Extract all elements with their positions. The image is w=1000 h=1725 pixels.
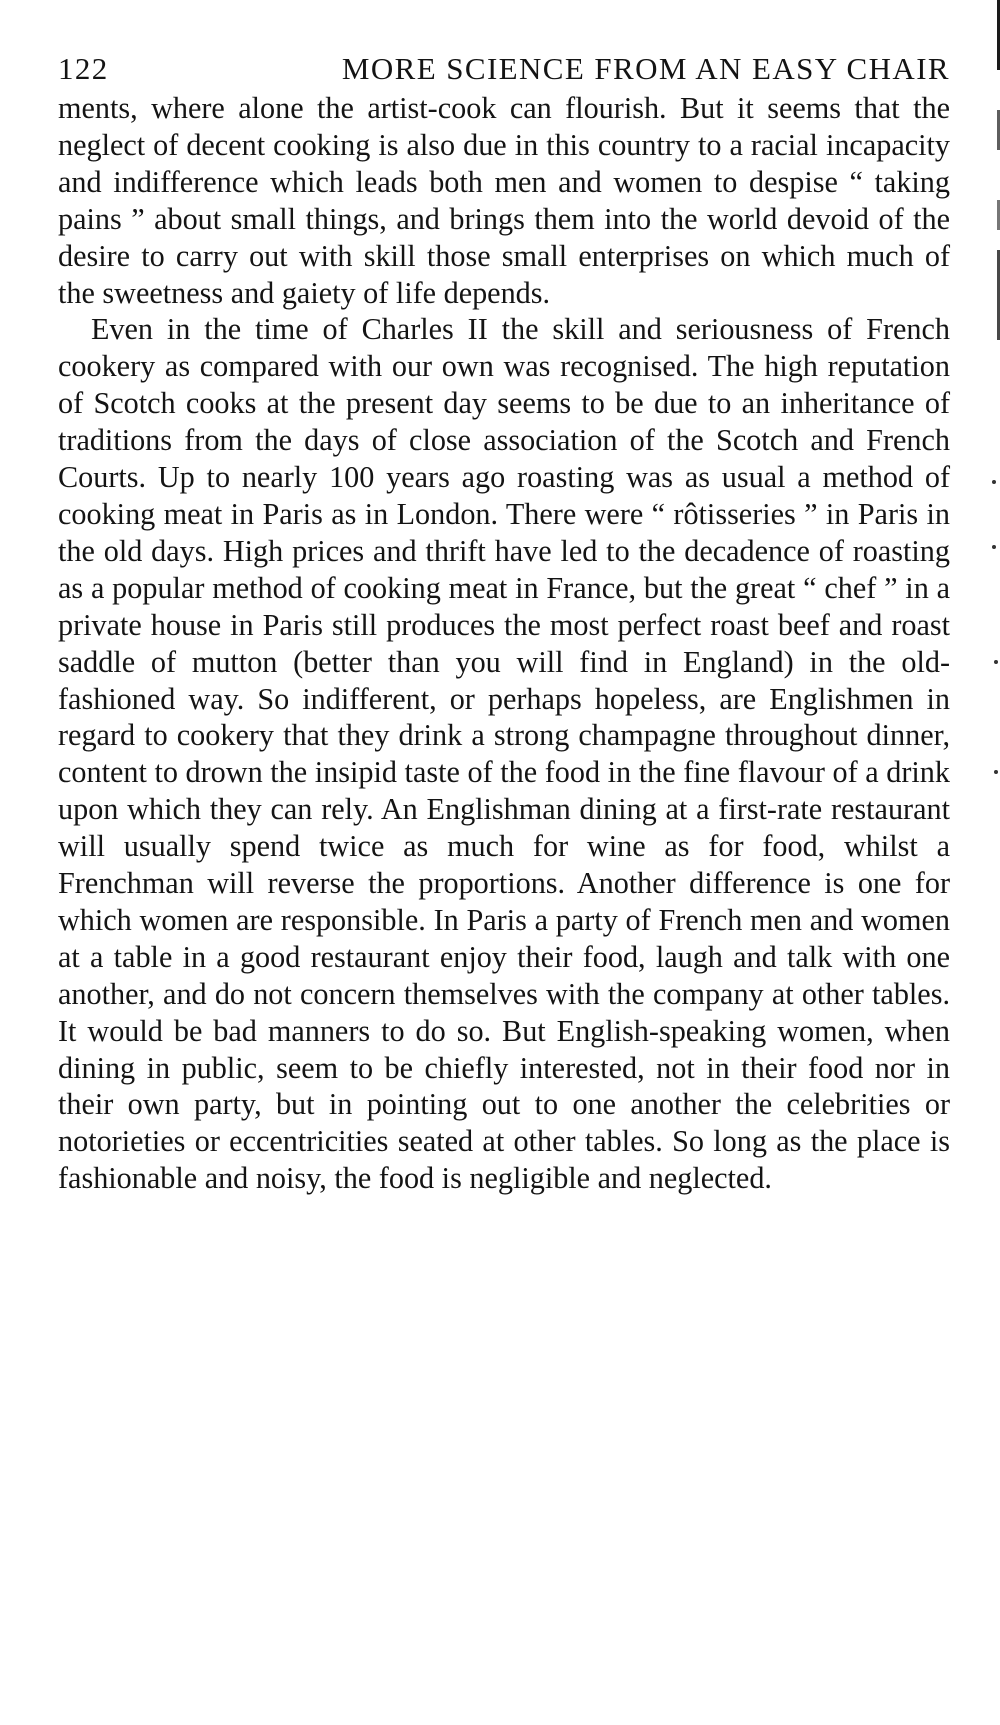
paragraph-continued: ments, where alone the artist-cook can flourish. But it seems that the neglect of decent cooking is also due in this country to a racial incapacity and indifference which leads both men and women to despise “ taking pains ” about small things, and brings them into the world devoid of the desire to carry out with skill those small enterprises on which much of the sweetness and gaiety of life depends.: [58, 91, 950, 310]
book-page: [58, 50, 950, 1197]
running-head: [58, 50, 950, 90]
scan-edge-dot: [994, 660, 998, 664]
running-title: MORE SCIENCE FROM AN EASY CHAIR: [341, 51, 950, 86]
page-number: 122: [58, 51, 109, 86]
scan-edge-dot: [992, 480, 996, 484]
scan-edge-dot: [994, 770, 998, 774]
body-text: [58, 90, 950, 1197]
paragraph: Even in the time of Charles II the skill and seriousness of French cookery as compared with our own was recognised. The high reputation of Scotch cooks at the present day seems to be due to an inheritance of traditions from the days of close association of the Scotch and French Courts. Up to nearly 100 years ago roasting was as usual a method of cooking meat in Paris as in London. There were “ rôtisseries ” in Paris in the old days. High prices and thrift have led to the decadence of roasting as a popular method of cooking meat in France, but the great “ chef ” in a private house in Paris still produces the most perfect roast beef and roast saddle of mutton (better than you will find in England) in the old-fashioned way. So indifferent, or perhaps hopeless, are Englishmen in regard to cookery that they drink a strong champagne throughout dinner, content to drown the insipid taste of the food in the fine flavour of a drink upon which they can rely. An Englishman dining at a first-rate restaurant will usually spend twice as much for wine as for food, whilst a Frenchman will reverse the proportions. Another difference is one for which women are responsible. In Paris a party of French men and women at a table in a good restaurant enjoy their food, laugh and talk with one another, and do not concern themselves with the company at other tables. It would be bad manners to do so. But English-speaking women, when dining in public, seem to be chiefly interested, not in their food nor in their own party, but in pointing out to one another the celebrities or notorieties or eccentricities seated at other tables. So long as the place is fashionable and noisy, the food is negligible and neglected.: [58, 312, 950, 1196]
scan-edge-dot: [992, 545, 996, 549]
